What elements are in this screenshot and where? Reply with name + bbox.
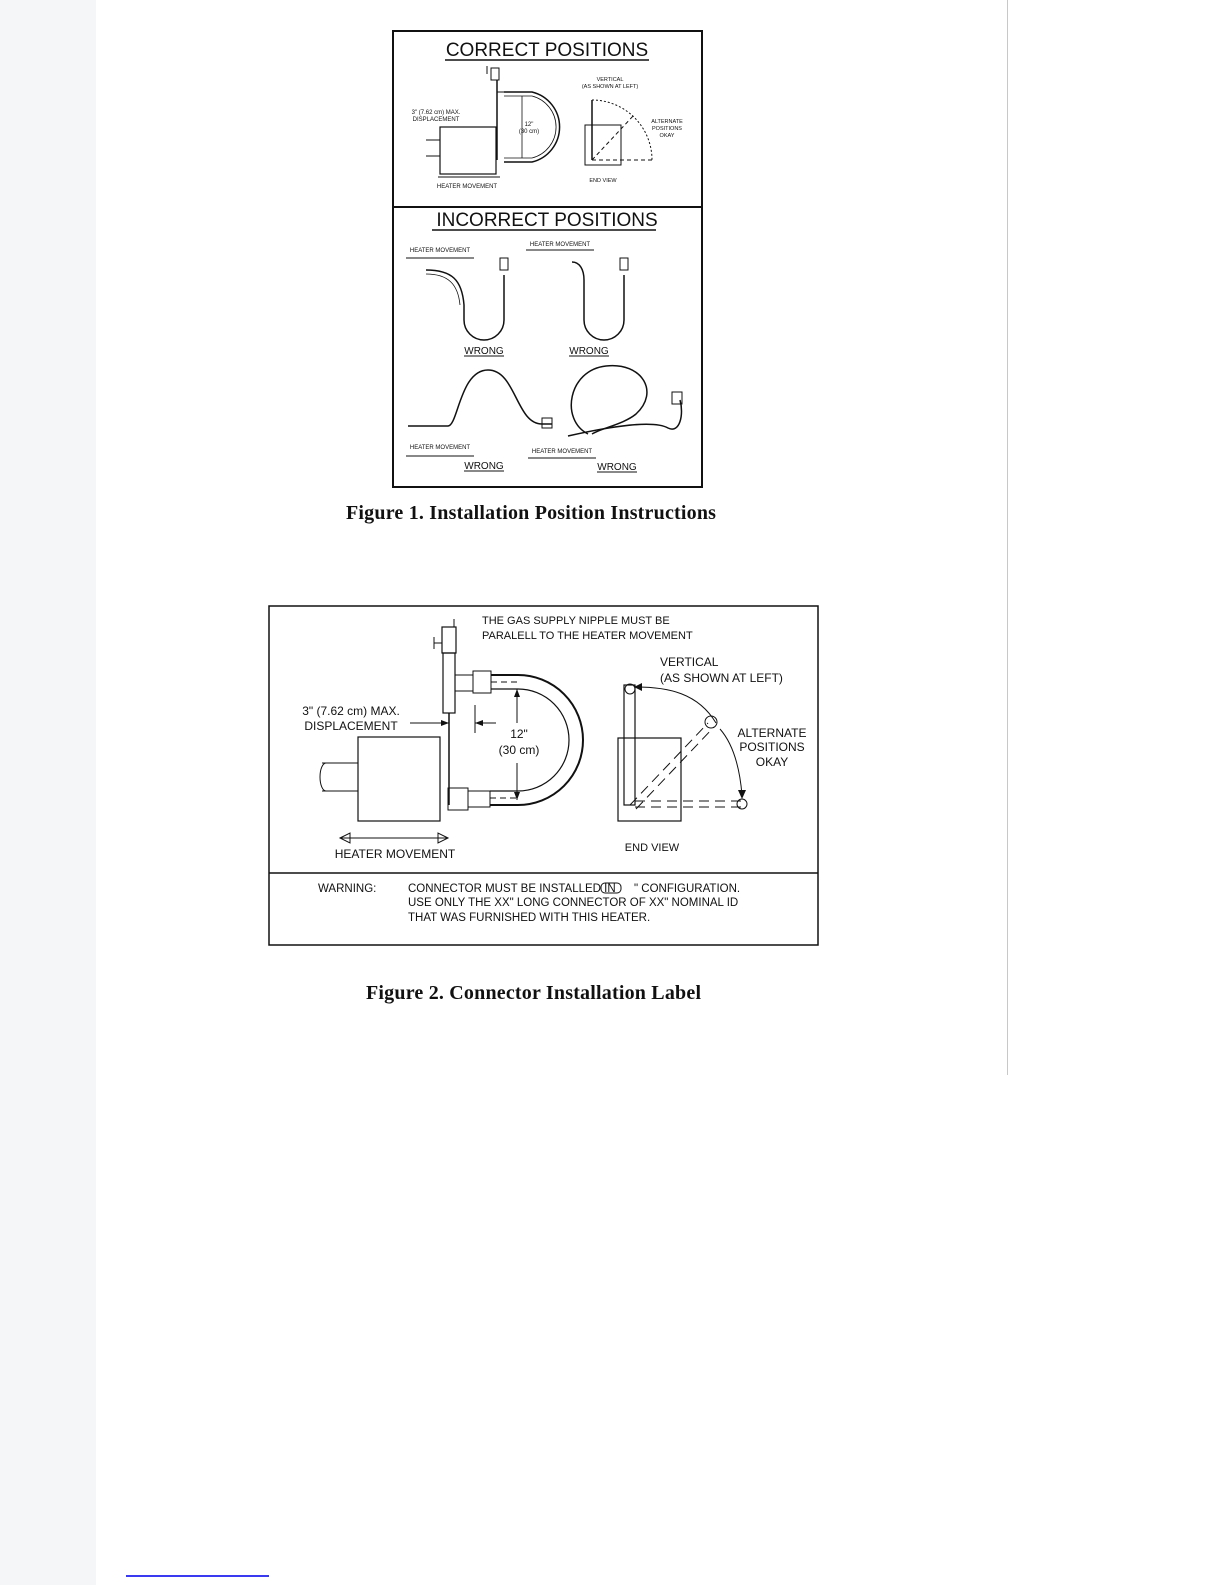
figure-2-caption: Figure 2. Connector Installation Label <box>366 982 702 1004</box>
fig2-heater-movement: HEATER MOVEMENT <box>334 847 456 861</box>
figure-1-diagram <box>392 30 704 490</box>
fig1-heater-movement-b: HEATER MOVEMENT <box>529 242 591 248</box>
warning-line3: THAT WAS FURNISHED WITH THIS HEATER. <box>408 912 651 924</box>
page-edge-line <box>1007 0 1008 1075</box>
footnote-rule <box>126 1575 269 1577</box>
fig2-length-in: 12" <box>510 727 528 741</box>
scan-margin <box>0 0 96 1585</box>
fig2-as-shown: (AS SHOWN AT LEFT) <box>660 671 783 685</box>
figure-2-diagram <box>268 605 820 947</box>
figure-1-caption: Figure 1. Installation Position Instructions <box>346 502 717 524</box>
fig1-end-view: END VIEW <box>589 178 617 184</box>
fig1-wrong-4: WRONG <box>597 462 637 473</box>
fig2-nipple-line1: THE GAS SUPPLY NIPPLE MUST BE <box>482 615 670 627</box>
fig1-vertical: VERTICAL <box>596 77 624 83</box>
fig1-heater-movement-a: HEATER MOVEMENT <box>409 248 471 254</box>
incorrect-positions-title: INCORRECT POSITIONS <box>436 210 658 231</box>
fig2-positions: POSITIONS <box>739 740 805 754</box>
fig1-wrong-2: WRONG <box>569 346 609 357</box>
fig1-length-in: 12" <box>524 122 534 128</box>
fig1-heater-movement-d: HEATER MOVEMENT <box>531 449 593 455</box>
fig1-length-cm: (30 cm) <box>518 129 540 135</box>
warning-line1-a: CONNECTOR MUST BE INSTALLED IN <box>408 883 616 895</box>
warning-line2: USE ONLY THE XX" LONG CONNECTOR OF XX" NOMINAL ID <box>408 897 739 909</box>
fig2-displacement: DISPLACEMENT <box>304 719 398 733</box>
fig2-max-displacement: 3" (7.62 cm) MAX. <box>302 704 400 718</box>
fig1-okay: OKAY <box>659 133 675 139</box>
fig1-heater-movement-c: HEATER MOVEMENT <box>409 445 471 451</box>
correct-positions-title: CORRECT POSITIONS <box>445 40 649 61</box>
fig1-wrong-1: WRONG <box>464 346 504 357</box>
warning-label: WARNING: <box>318 883 377 895</box>
fig1-max-displacement: 3" (7.62 cm) MAX. <box>411 110 461 116</box>
fig1-as-shown: (AS SHOWN AT LEFT) <box>581 84 639 90</box>
fig1-wrong-3: WRONG <box>464 461 504 472</box>
fig2-alternate: ALTERNATE <box>737 726 807 740</box>
fig1-positions: POSITIONS <box>652 126 682 132</box>
fig2-nipple-line2: PARALELL TO THE HEATER MOVEMENT <box>482 630 693 642</box>
warning-line1-b: " CONFIGURATION. <box>634 883 741 895</box>
fig2-end-view: END VIEW <box>624 842 680 854</box>
fig1-displacement: DISPLACEMENT <box>412 117 460 123</box>
fig2-length-cm: (30 cm) <box>498 743 540 757</box>
fig1-heater-movement: HEATER MOVEMENT <box>436 184 498 190</box>
fig1-alternate: ALTERNATE <box>651 119 683 125</box>
fig2-okay: OKAY <box>755 755 789 769</box>
fig2-vertical: VERTICAL <box>660 655 719 669</box>
